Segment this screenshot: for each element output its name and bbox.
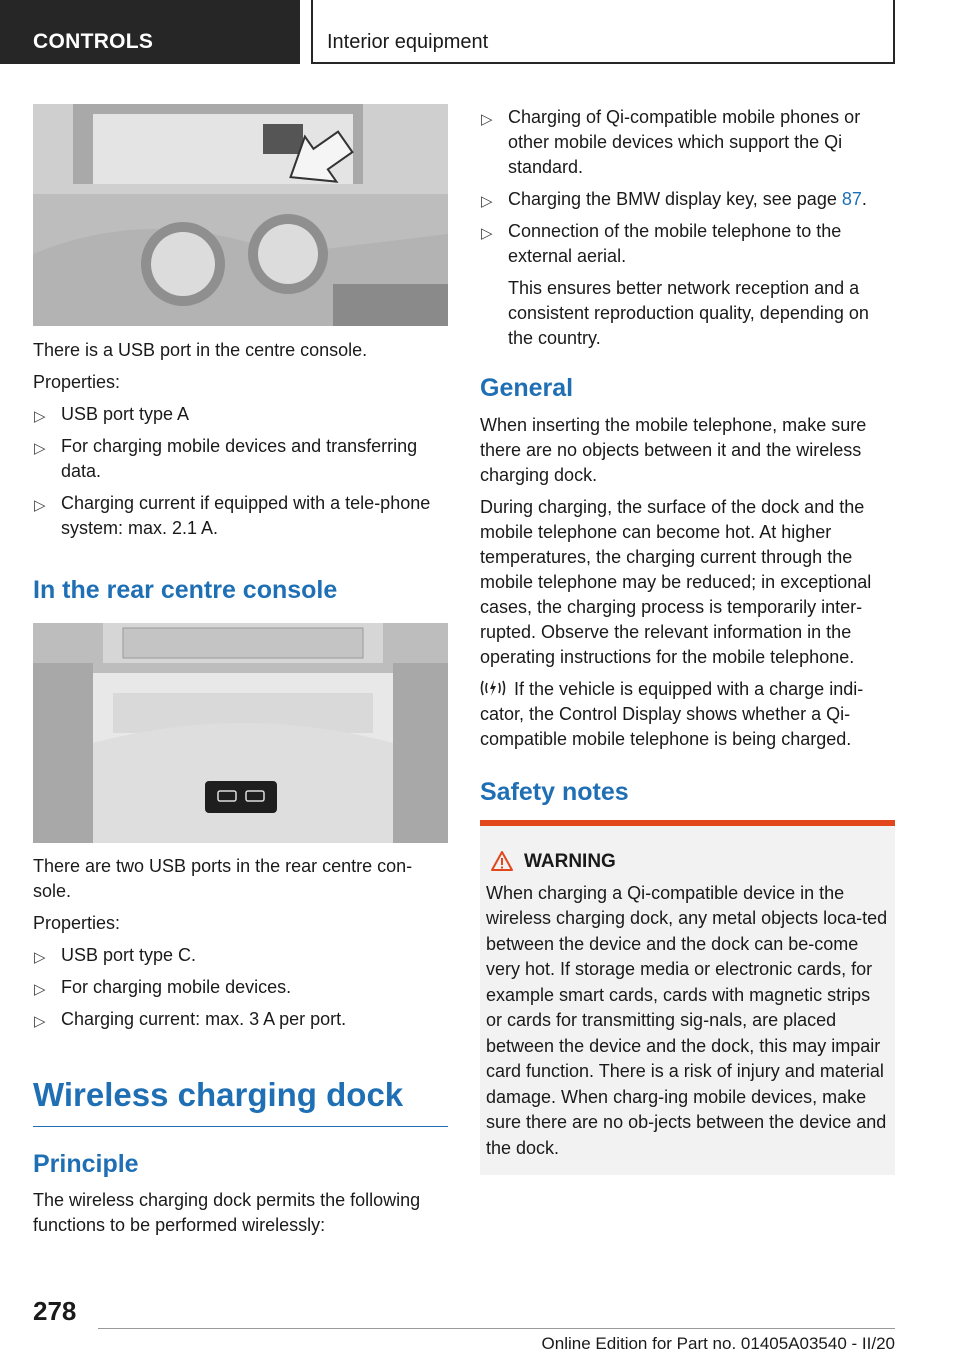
page-number: 278	[33, 1296, 77, 1326]
footer-rule	[98, 1328, 895, 1329]
properties-label: Properties:	[33, 913, 121, 933]
chapter-tab	[311, 0, 895, 64]
safety-heading: Safety notes	[480, 778, 629, 806]
front-usb-description: There is a USB port in the centre console.	[33, 340, 368, 360]
list-item	[480, 187, 895, 212]
charging-indicator-icon	[480, 677, 506, 699]
list-item	[33, 434, 448, 484]
warning-title: WARNING	[524, 851, 616, 872]
properties-label: Properties:	[33, 372, 121, 392]
page-reference-link[interactable]: 87	[841, 189, 862, 209]
list-item	[480, 219, 895, 351]
triangle-right-icon: ▷	[481, 193, 493, 210]
warning-box	[480, 820, 895, 1175]
general-paragraph-text: If the vehicle is equipped with a charge indi‐cator, the Control Display shows whether a Qi-compatible mobile telephone is being charged.	[480, 679, 864, 749]
triangle-right-icon: ▷	[34, 1013, 46, 1030]
list-item	[33, 491, 448, 541]
heading-rule	[33, 1126, 448, 1127]
list-item-text: Connection of the mobile telephone to the external aerial.	[508, 221, 842, 266]
rear-usb-description: There are two USB ports in the rear centre con‐sole.	[33, 856, 413, 901]
list-item	[33, 402, 448, 427]
front-usb-section	[33, 338, 448, 541]
triangle-right-icon: ▷	[481, 225, 493, 242]
front-console-usb-photo	[33, 104, 448, 326]
wireless-charging-heading: Wireless charging dock	[33, 1076, 404, 1113]
list-item	[33, 975, 448, 1000]
edition-info: Online Edition for Part no. 01405A03540 - II/20	[541, 1334, 895, 1353]
section-tab	[0, 0, 300, 64]
list-item-text: Charging current if equipped with a tele‐phone system: max. 2.1 A.	[61, 493, 431, 538]
general-paragraph: During charging, the surface of the dock and the mobile telephone can become hot. At higher temperatures, the charging current through the mobile telephone may be reduced; in exceptional cases, the charging process is temporarily inter‐rupted. Observe the relevant information in the operating instructions for the mobile telephone.	[480, 497, 872, 667]
general-paragraph	[480, 677, 895, 752]
triangle-right-icon: ▷	[34, 497, 46, 514]
chapter-title: Interior equipment	[327, 31, 489, 53]
list-item-detail: This ensures better network reception and a consistent reproduction quality, depending on the country.	[508, 278, 869, 348]
list-item-text: For charging mobile devices.	[61, 977, 292, 997]
rear-console-heading: In the rear centre console	[33, 576, 338, 604]
list-item-text: USB port type C.	[61, 945, 197, 965]
functions-list	[480, 105, 895, 351]
list-item-text: USB port type A	[61, 404, 190, 424]
section-title: CONTROLS	[33, 30, 154, 53]
rear-console-usb-photo	[33, 623, 448, 843]
list-item-text: Charging current: max. 3 A per port.	[61, 1009, 347, 1029]
triangle-right-icon: ▷	[34, 408, 46, 425]
principle-text: The wireless charging dock permits the following functions to be performed wirelessly:	[33, 1190, 421, 1235]
warning-triangle-icon	[490, 850, 514, 872]
general-section	[480, 413, 895, 752]
principle-heading: Principle	[33, 1150, 139, 1178]
general-paragraph: When inserting the mobile telephone, make sure there are no objects between it and the wireless charging dock.	[480, 415, 867, 485]
list-item	[33, 1007, 448, 1032]
general-heading: General	[480, 374, 574, 402]
warning-text: When charging a Qi-compatible device in the wireless charging dock, any metal objects loca‐ted between the device and the dock can be‐come very hot. If storage media or electronic cards, for example smart cards, cards with magnetic strips or cards for transmitting sig‐nals, are placed between the device and the dock, this may impair card function. There is a risk of injury and material damage. When charg‐ing mobile devices, make sure there are no ob‐jects between the device and the dock.	[486, 882, 888, 1158]
list-item-text: For charging mobile devices and transferring data.	[61, 436, 418, 481]
triangle-right-icon: ▷	[34, 440, 46, 457]
triangle-right-icon: ▷	[34, 949, 46, 966]
triangle-right-icon: ▷	[481, 111, 493, 128]
list-item-text: Charging the BMW display key, see page	[508, 189, 837, 209]
list-item-punctuation: .	[861, 189, 867, 209]
rear-usb-section	[33, 854, 448, 1032]
list-item-text: Charging of Qi-compatible mobile phones or other mobile devices which support the Qi standard.	[508, 107, 861, 177]
list-item	[480, 105, 895, 180]
triangle-right-icon: ▷	[34, 981, 46, 998]
list-item	[33, 943, 448, 968]
